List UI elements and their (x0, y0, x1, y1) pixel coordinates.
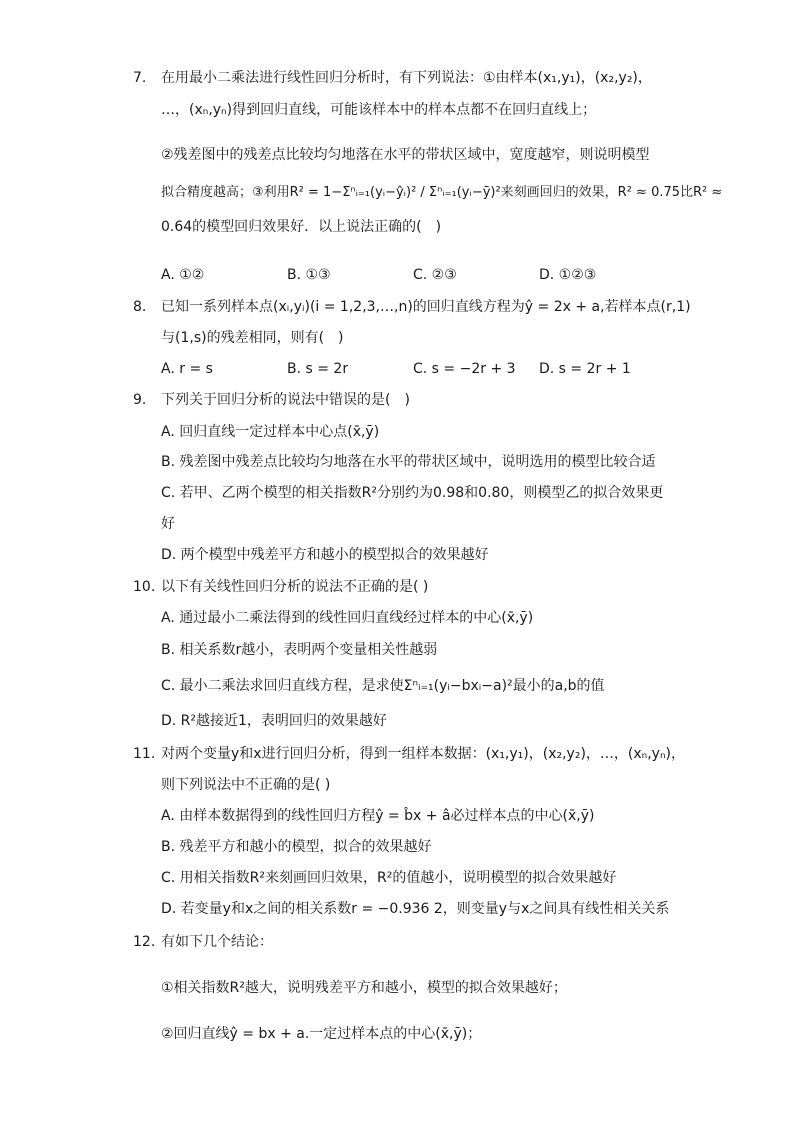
question-11-option-d: D. 若变量y和x之间的相关系数r = −0.936 2，则变量y与x之间具有线性相关关系 (161, 901, 670, 917)
question-10-option-c: C. 最小二乘法求回归直线方程，是求使Σⁿᵢ₌₁(yᵢ−bxᵢ−a)²最小的a,b的值 (161, 678, 605, 694)
option-a: A. r = s (161, 361, 213, 377)
question-11-option-c: C. 用相关指数R²来刻画回归效果，R²的值越小，说明模型的拟合效果越好 (161, 870, 617, 886)
question-9-option-d: D. 两个模型中残差平方和越小的模型拟合的效果越好 (161, 547, 489, 563)
question-7-line-2: …，(xₙ,yₙ)得到回归直线，可能该样本中的样本点都不在回归直线上； (161, 102, 597, 118)
question-8-number: 8. (133, 299, 147, 315)
question-9-number: 9. (133, 392, 147, 408)
question-7-line-4: 拟合精度越高；③利用R² = 1−Σⁿᵢ₌₁(yᵢ−ŷᵢ)² / Σⁿᵢ₌₁(yᵢ−ȳ)²来刻画回归的效果，R² ≈ 0.75比R² ≈ (161, 185, 723, 200)
question-7-line-5: 0.64的模型回归效果好．以上说法正确的( ) (161, 219, 442, 235)
question-12-line-1: 有如下几个结论： (161, 934, 273, 950)
question-11-line-1: 对两个变量y和x进行回归分析，得到一组样本数据：(x₁,y₁)，(x₂,y₂)，…，(xₙ,yₙ)， (161, 746, 686, 762)
option-b: B. ①③ (287, 267, 331, 283)
question-10-option-d: D. R²越接近1，表明回归的效果越好 (161, 713, 387, 729)
question-11-option-a: A. 由样本数据得到的线性回归方程ŷ = b̂x + â必过样本点的中心(x̄,ȳ) (161, 808, 595, 824)
question-10-option-a: A. 通过最小二乘法得到的线性回归直线经过样本的中心(x̄,ȳ) (161, 610, 534, 626)
question-9-option-c-line-2: 好 (161, 516, 175, 532)
question-10-number: 10. (133, 579, 156, 595)
question-9-option-a: A. 回归直线一定过样本中心点(x̄,ȳ) (161, 424, 380, 440)
question-9-option-c-line-1: C. 若甲、乙两个模型的相关指数R²分别约为0.98和0.80，则模型乙的拟合效果更 (161, 485, 664, 501)
option-c: C. s = −2r + 3 (413, 361, 516, 377)
question-7-line-3: ②残差图中的残差点比较均匀地落在水平的带状区域中，宽度越窄，则说明模型 (161, 147, 650, 163)
question-11-option-b: B. 残差平方和越小的模型，拟合的效果越好 (161, 839, 432, 855)
option-d: D. ①②③ (539, 267, 597, 283)
question-12-statement-2: ②回归直线ŷ = bx + a.一定过样本点的中心(x̄,ȳ)； (161, 1026, 482, 1042)
option-c: C. ②③ (413, 267, 457, 283)
question-11-line-2: 则下列说法中不正确的是( ) (161, 777, 331, 793)
option-d: D. s = 2r + 1 (539, 361, 631, 377)
question-9-line-1: 下列关于回归分析的说法中错误的是( ) (161, 392, 410, 408)
question-10-line-1: 以下有关线性回归分析的说法不正确的是( ) (161, 579, 429, 595)
option-a: A. ①② (161, 267, 205, 283)
question-7-line-1: 在用最小二乘法进行线性回归分析时，有下列说法：①由样本(x₁,y₁)，(x₂,y₂)， (161, 70, 652, 86)
question-7-number: 7. (133, 70, 147, 86)
option-b: B. s = 2r (287, 361, 349, 377)
question-12-statement-1: ①相关指数R²越大，说明残差平方和越小，模型的拟合效果越好； (161, 980, 567, 996)
question-8-line-1: 已知一系列样本点(xᵢ,yᵢ)(i = 1,2,3,…,n)的回归直线方程为ŷ = 2x + a,若样本点(r,1) (161, 299, 691, 315)
question-12-number: 12. (133, 934, 156, 950)
question-8-line-2: 与(1,s)的残差相同，则有( ) (161, 330, 344, 346)
question-10-option-b: B. 相关系数r越小，表明两个变量相关性越弱 (161, 642, 438, 658)
question-9-option-b: B. 残差图中残差点比较均匀地落在水平的带状区域中，说明选用的模型比较合适 (161, 454, 656, 470)
question-11-number: 11. (133, 746, 156, 762)
